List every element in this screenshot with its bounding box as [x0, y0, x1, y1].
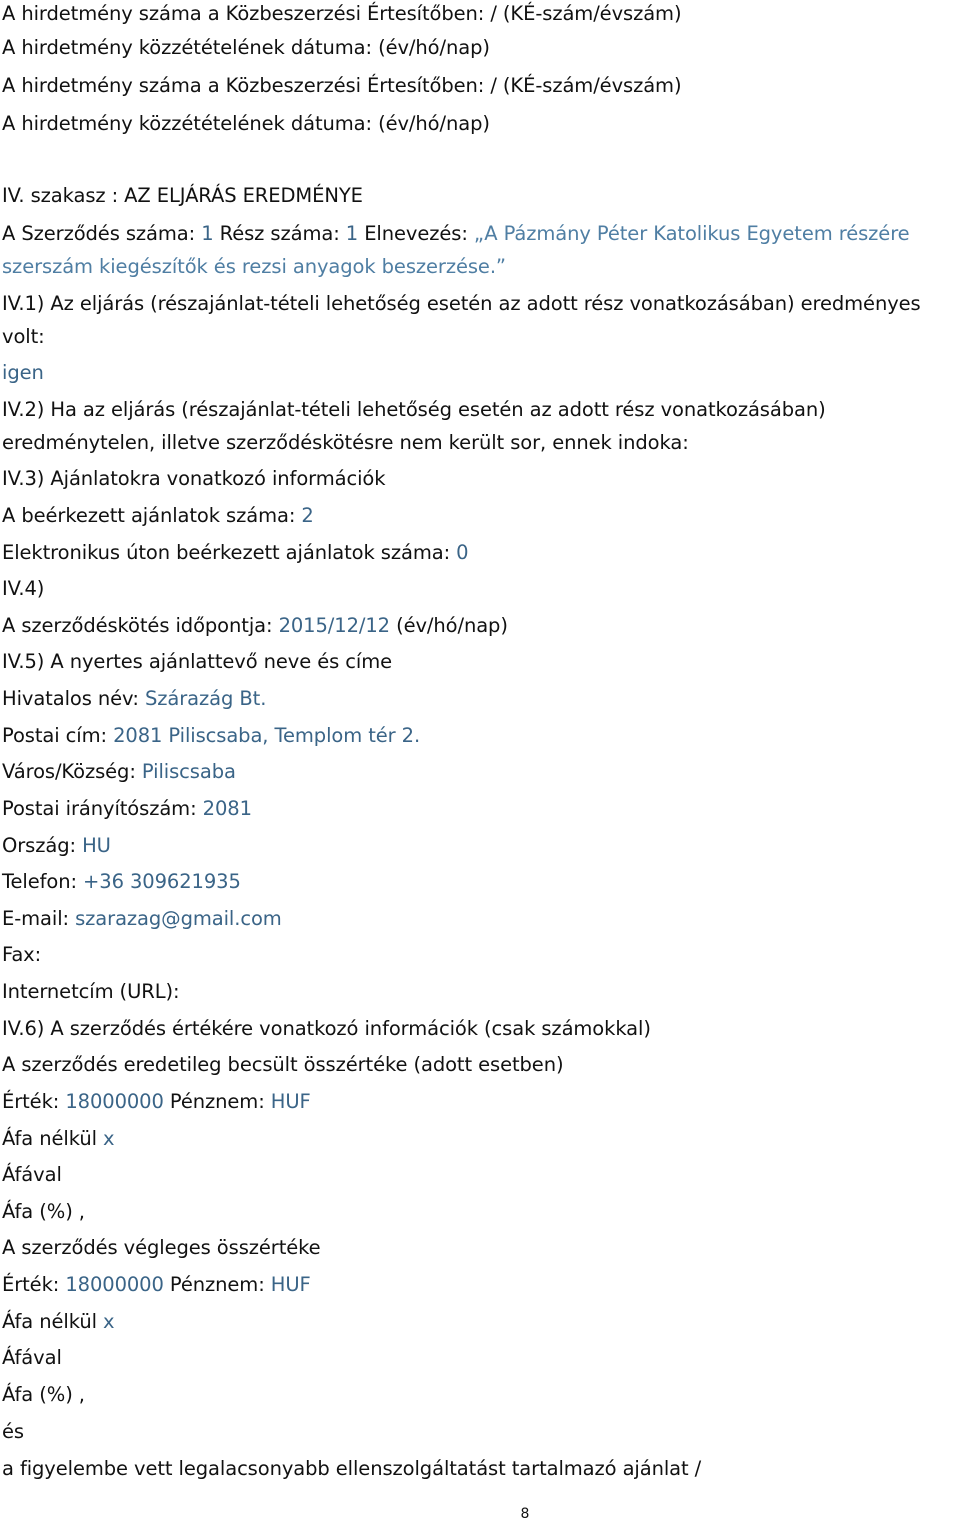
postal-address-label: Postai cím: — [2, 724, 114, 747]
contract-name-value: „A Pázmány Péter Katolikus Egyetem részére — [473, 222, 910, 245]
contract-date-label: A szerződéskötés időpontja: — [2, 614, 279, 637]
postal-address-value: 2081 Piliscsaba, Templom tér 2. — [113, 724, 421, 747]
lowest-offer-line: a figyelembe vett legalacsonyabb ellenszolgáltatást tartalmazó ajánlat / — [2, 1457, 702, 1480]
offers-count-line — [2, 499, 957, 533]
contract-date-format: (év/hó/nap) — [389, 614, 508, 637]
final-gross-line: Áfával — [2, 1346, 62, 1369]
final-value-title: A szerződés végleges összértéke — [2, 1236, 321, 1259]
official-name-value: Szárazág Bt. — [144, 687, 267, 710]
page-number: 8 — [520, 1506, 530, 1522]
official-name-label: Hivatalos név: — [2, 687, 145, 710]
country-label: Ország: — [2, 834, 83, 857]
estimated-net-line — [2, 1122, 957, 1156]
final-net-line — [2, 1305, 957, 1339]
phone-label: Telefon: — [2, 870, 84, 893]
contract-date-value: 2015/12/12 — [278, 614, 390, 637]
final-net-label: Áfa nélkül — [2, 1310, 103, 1333]
contract-name-value-cont: szerszám kiegészítők és rezsi anyagok beszerzése.” — [2, 255, 506, 278]
part-number-value: 1 — [345, 222, 359, 245]
final-currency-label: Pénznem: — [163, 1273, 271, 1296]
iv6-heading: IV.6) A szerződés értékére vonatkozó információk (csak számokkal) — [2, 1017, 651, 1040]
estimated-value-label: Érték: — [2, 1090, 66, 1113]
e-offers-count-label: Elektronikus úton beérkezett ajánlatok száma: — [2, 541, 457, 564]
iv1-heading-line-2: volt: — [2, 325, 45, 348]
url-line: Internetcím (URL): — [2, 980, 180, 1003]
city-line — [2, 755, 957, 789]
e-offers-count-value: 0 — [456, 541, 469, 564]
notice-date-line-2: A hirdetmény közzétételének dátuma: (év/hó/nap) — [2, 112, 490, 135]
offers-count-value: 2 — [301, 504, 314, 527]
contract-number-label: A Szerződés száma: — [2, 222, 202, 245]
part-number-label: Rész száma: — [213, 222, 346, 245]
notice-number-line-2: A hirdetmény száma a Közbeszerzési Értesítőben: / (KÉ-szám/évszám) — [2, 74, 682, 97]
zip-value: 2081 — [202, 797, 252, 820]
phone-line — [2, 865, 957, 899]
country-value: HU — [82, 834, 111, 857]
contract-number-value: 1 — [201, 222, 214, 245]
estimated-currency-label: Pénznem: — [163, 1090, 271, 1113]
city-value: Piliscsaba — [141, 760, 236, 783]
email-value: szarazag@gmail.com — [75, 907, 282, 930]
contract-line — [2, 217, 957, 251]
e-offers-count-line — [2, 536, 957, 570]
email-label: E-mail: — [2, 907, 76, 930]
iv4-heading: IV.4) — [2, 577, 45, 600]
iv3-heading: IV.3) Ajánlatokra vonatkozó információk — [2, 467, 386, 490]
postal-address-line — [2, 719, 957, 753]
offers-count-label: A beérkezett ajánlatok száma: — [2, 504, 302, 527]
contract-name-label: Elnevezés: — [358, 222, 474, 245]
final-value-label: Érték: — [2, 1273, 66, 1296]
final-vat-line: Áfa (%) , — [2, 1383, 85, 1406]
estimated-value-amount: 18000000 — [65, 1090, 164, 1113]
iv2-heading-line-1: IV.2) Ha az eljárás (részajánlat-tételi lehetőség esetén az adott rész vonatkozásában) — [2, 398, 826, 421]
final-value-amount: 18000000 — [65, 1273, 164, 1296]
contract-name-continuation — [2, 250, 957, 284]
official-name-line — [2, 682, 957, 716]
final-value-line — [2, 1268, 957, 1302]
zip-line — [2, 792, 957, 826]
iv5-heading: IV.5) A nyertes ajánlattevő neve és címe — [2, 650, 393, 673]
final-currency-value: HUF — [270, 1273, 311, 1296]
estimated-gross-line: Áfával — [2, 1163, 62, 1186]
iv1-heading-line-1: IV.1) Az eljárás (részajánlat-tételi lehetőség esetén az adott rész vonatkozásában) eredményes — [2, 292, 921, 315]
estimated-currency-value: HUF — [270, 1090, 311, 1113]
estimated-vat-line: Áfa (%) , — [2, 1200, 85, 1223]
section-title: IV. szakasz : AZ ELJÁRÁS EREDMÉNYE — [2, 184, 363, 207]
estimated-net-label: Áfa nélkül — [2, 1127, 103, 1150]
iv2-heading-line-2: eredménytelen, illetve szerződéskötésre nem került sor, ennek indoka: — [2, 431, 689, 454]
and-line: és — [2, 1420, 24, 1443]
estimated-value-line — [2, 1085, 957, 1119]
country-line — [2, 829, 957, 863]
estimated-value-title: A szerződés eredetileg becsült összértéke (adott esetben) — [2, 1053, 564, 1076]
notice-number-line-1: A hirdetmény száma a Közbeszerzési Értesítőben: / (KÉ-szám/évszám) — [2, 2, 682, 25]
final-net-value: x — [103, 1310, 115, 1333]
contract-date-line — [2, 609, 957, 643]
notice-date-line-1: A hirdetmény közzétételének dátuma: (év/hó/nap) — [2, 36, 490, 59]
iv1-result-value: igen — [2, 361, 44, 384]
city-label: Város/Község: — [2, 760, 142, 783]
zip-label: Postai irányítószám: — [2, 797, 203, 820]
email-line — [2, 902, 957, 936]
phone-value: +36 309621935 — [83, 870, 241, 893]
estimated-net-value: x — [103, 1127, 115, 1150]
fax-line: Fax: — [2, 943, 42, 966]
